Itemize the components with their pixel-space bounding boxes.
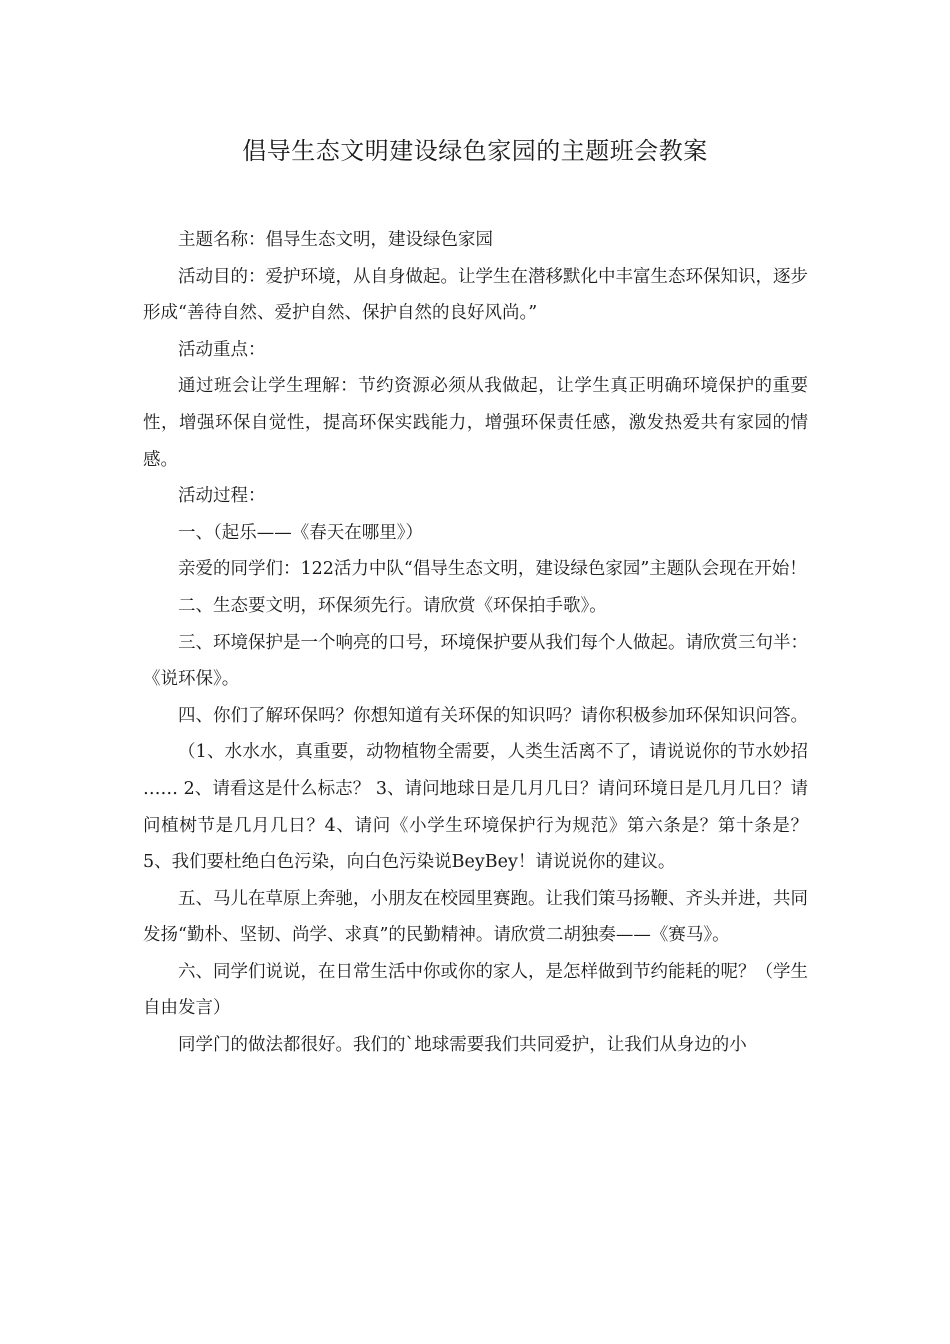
- paragraph-quiz: （1、水水水，真重要，动物植物全需要，人类生活离不了，请说说你的节水妙招 …… 2、请看这是什么标志？ 3、请问地球日是几月几日？请问环境日是几月几日？请问植树节是几月几日？4、请问《小学生环境保护行为规范》第六条是？第十条是？ 5、我们要杜绝白色污染，向白色污染说BeyBey！请说说你的建议。: [143, 742, 808, 873]
- document-body: [143, 222, 808, 1064]
- paragraph-step-6: 六、同学们说说，在日常生活中你或你的家人，是怎样做到节约能耗的呢？（学生自由发言）: [143, 961, 808, 1019]
- paragraph-key-points-heading: 活动重点：: [178, 339, 266, 360]
- document-title: 倡导生态文明建设绿色家园的主题班会教案: [242, 137, 708, 165]
- paragraph-key-points: 通过班会让学生理解：节约资源必须从我做起，让学生真正明确环境保护的重要性，增强环保自觉性，提高环保实践能力，增强环保责任感，激发热爱共有家园的情感。: [143, 376, 808, 470]
- paragraph-step-2: 二、生态要文明，环保须先行。请欣赏《环保拍手歌》。: [178, 595, 607, 616]
- paragraph-opening: 亲爱的同学们：122活力中队“倡导生态文明，建设绿色家园”主题队会现在开始！: [178, 559, 807, 580]
- paragraph-closing: 同学门的做法都很好。我们的`地球需要我们共同爱护，让我们从身边的小: [178, 1035, 747, 1056]
- paragraph-activity-goal: 活动目的：爱护环境，从自身做起。让学生在潜移默化中丰富生态环保知识，逐步形成“善待自然、爱护自然、保护自然的良好风尚。”: [143, 266, 808, 324]
- paragraph-step-5: 五、马儿在草原上奔驰，小朋友在校园里赛跑。让我们策马扬鞭、齐头并进，共同发扬“勤朴、坚韧、尚学、求真”的民勤精神。请欣赏二胡独奏——《赛马》。: [143, 888, 808, 946]
- paragraph-theme-name: 主题名称：倡导生态文明，建设绿色家园: [178, 230, 493, 250]
- paragraph-step-3: 三、环境保护是一个响亮的口号，环境保护要从我们每个人做起。请欣赏三句半：《说环保》。: [143, 632, 808, 690]
- paragraph-process-heading: 活动过程：: [178, 486, 266, 507]
- paragraph-step-1: 一、（起乐——《春天在哪里》）: [178, 522, 423, 543]
- paragraph-step-4: 四、你们了解环保吗？你想知道有关环保的知识吗？请你积极参加环保知识问答。: [178, 705, 808, 726]
